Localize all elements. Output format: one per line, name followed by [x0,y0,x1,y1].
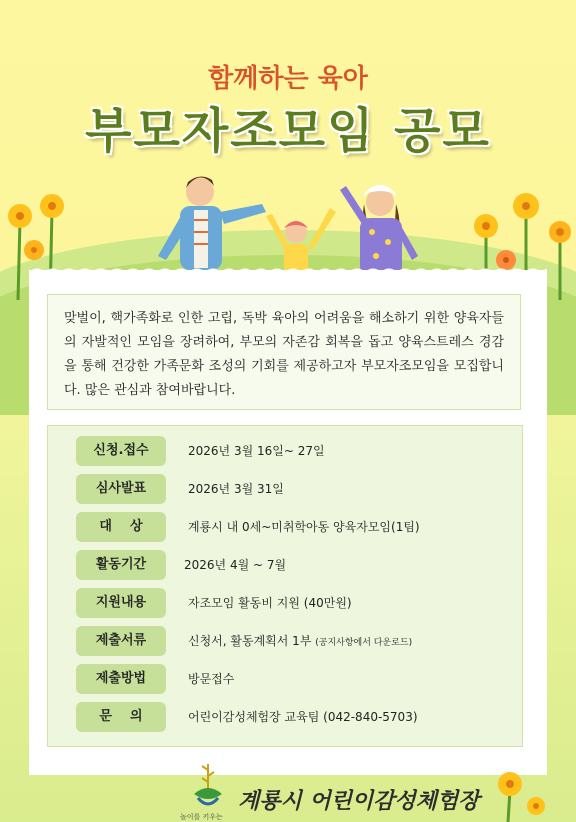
detail-value: 자조모임 활동비 지원 (40만원) [188,596,352,610]
detail-label: 문 의 [76,702,166,732]
intro-text: 맞벌이, 핵가족화로 인한 고립, 독박 육아의 어려움을 해소하기 위한 양육자들의 자발적인 모임을 장려하여, 부모의 자존감 회복을 돕고 양육스트레스 경감을 통해 건강한 가족문화 조성의 기회를 제공하고자 부모자조모임을 모집합니다. 많은 관심과 참여바랍니다. [47,294,521,410]
detail-row-target [76,512,516,542]
subtitle: 함께하는 육아 [208,64,368,94]
detail-label: 제출서류 [76,626,166,656]
detail-row-inquiry [76,702,516,732]
detail-row-period [76,550,516,580]
detail-value: 2026년 3월 16일~ 27일 [188,444,325,458]
detail-row-support [76,588,516,618]
footer-flower-icon [480,760,560,822]
detail-value: 어린이감성체험장 교육팀 (042-840-5703) [188,710,418,724]
detail-label: 지원내용 [76,588,166,618]
detail-value: 방문접수 [188,672,235,686]
detail-row-method [76,664,516,694]
detail-label: 제출방법 [76,664,166,694]
detail-label: 심사발표 [76,474,166,504]
logo-caption: 놀이를 키우는 [180,813,223,821]
detail-label: 활동기간 [76,550,166,580]
details-box [47,425,523,747]
detail-label: 신청.접수 [76,436,166,466]
detail-row-documents [76,626,516,656]
detail-value: 2026년 3월 31일 [188,482,284,496]
org-name: 계룡시 어린이감성체험장 [238,789,480,814]
detail-value [188,626,412,656]
org-logo [186,760,230,816]
detail-row-application [76,436,516,466]
detail-value: 계룡시 내 0세~미취학아동 양육자모임(1팀) [188,520,420,534]
detail-label: 대 상 [76,512,166,542]
documents-note: (공지사항에서 다운로드) [315,638,413,648]
documents-text: 신청서, 활동계획서 1부 [188,634,312,648]
detail-value: 2026년 4월 ~ 7월 [184,558,287,572]
detail-row-announcement [76,474,516,504]
page-title: 부모자조모임 공모 [85,103,491,159]
